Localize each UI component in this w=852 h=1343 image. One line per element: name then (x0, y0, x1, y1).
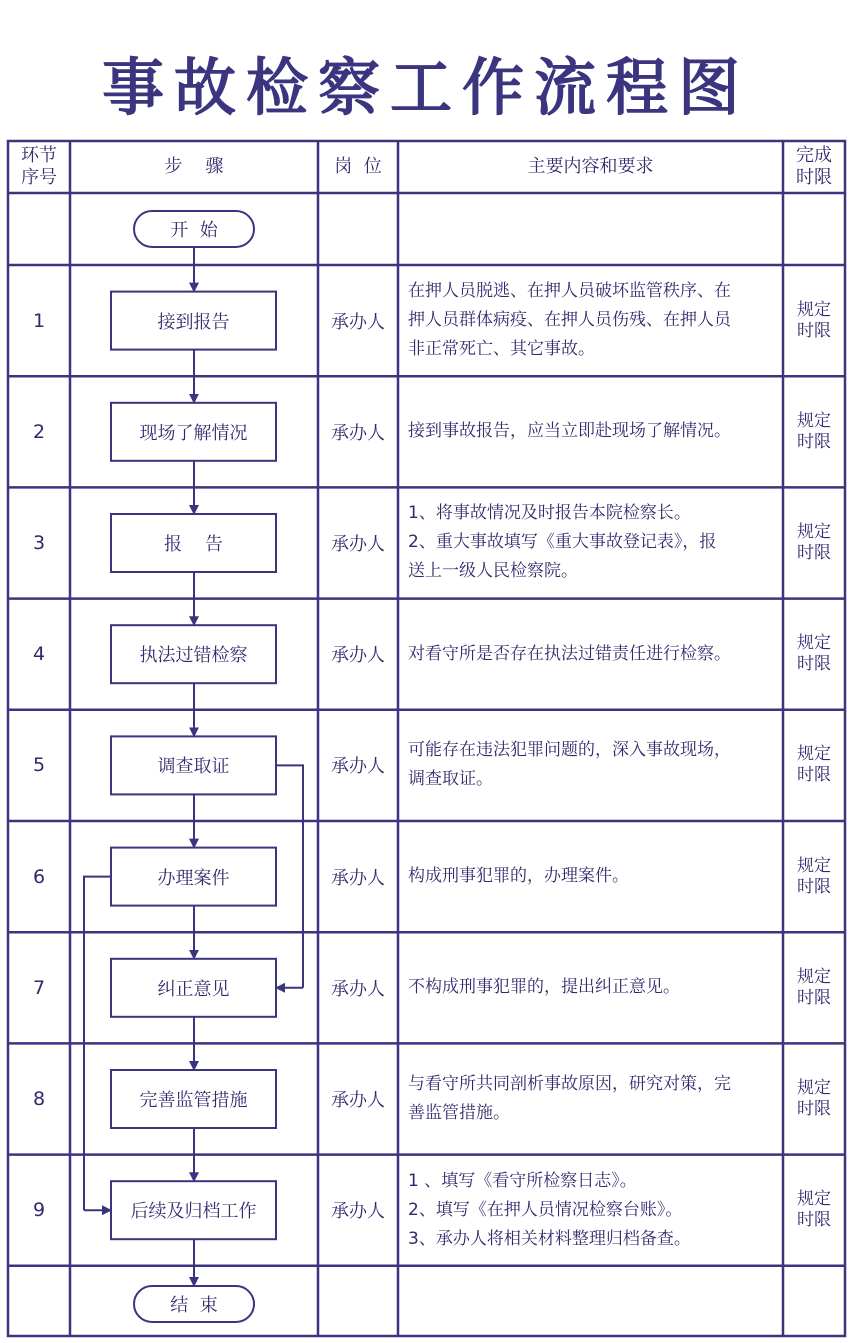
step-label: 执法过错检察 (139, 645, 248, 667)
deadline-cell: 规定 时限 (797, 744, 831, 786)
post-cell: 承办人 (331, 311, 385, 333)
row-number: 5 (32, 754, 46, 777)
content-cell (398, 821, 783, 932)
content-cell (398, 1043, 783, 1154)
deadline-cell: 规定 时限 (797, 1077, 831, 1119)
step-label: 现场了解情况 (139, 422, 248, 444)
content-line: 构成刑事犯罪的，办理案件。 (408, 866, 629, 887)
post-cell: 承办人 (331, 978, 385, 1000)
content-cell (398, 932, 783, 1043)
page-title: 事故检察工作流程图 (101, 51, 750, 124)
content-line: 可能存在违法犯罪问题的，深入事故现场， (408, 740, 731, 761)
deadline-cell: 规定 时限 (797, 410, 831, 452)
deadline-cell: 规定 时限 (797, 633, 831, 675)
step-label: 后续及归档工作 (130, 1201, 257, 1223)
post-cell: 承办人 (331, 645, 385, 667)
header-deadline (783, 141, 845, 193)
deadline-cell: 规定 时限 (797, 966, 831, 1008)
deadline-cell: 规定 时限 (797, 299, 831, 341)
content-cell (398, 710, 783, 821)
post-cell: 承办人 (331, 756, 385, 778)
header-steps-label: 步 骤 (164, 156, 224, 177)
deadline-cell: 规定 时限 (797, 855, 831, 897)
content-line: 1、将事故情况及时报告本院检察长。 (408, 503, 691, 524)
start-label: 开 始 (170, 220, 218, 241)
content-line: 2、填写《在押人员情况检察台账》。 (408, 1199, 683, 1220)
step-label: 办理案件 (157, 867, 230, 889)
row-number: 3 (32, 531, 46, 554)
row-number: 2 (32, 420, 46, 443)
content-line: 调查取证。 (408, 769, 493, 790)
step-label: 接到报告 (157, 311, 230, 333)
content-line: 3、承办人将相关材料整理归档备查。 (408, 1228, 691, 1249)
start-node (134, 211, 254, 247)
content-cell (398, 1155, 783, 1266)
content-line: 非正常死亡、其它事故。 (408, 339, 595, 360)
step-label: 纠正意见 (157, 978, 230, 1000)
step-label: 报 告 (164, 534, 223, 555)
content-line: 善监管措施。 (408, 1102, 510, 1123)
row-number: 4 (32, 643, 46, 666)
content-cell (398, 487, 783, 598)
row-number: 6 (32, 865, 46, 888)
row-number: 9 (32, 1199, 46, 1222)
header-steps (70, 141, 318, 193)
post-cell: 承办人 (331, 867, 385, 889)
content-line: 不构成刑事犯罪的，提出纠正意见。 (408, 977, 680, 998)
content-cell (398, 599, 783, 710)
deadline-cell: 规定 时限 (797, 521, 831, 563)
row-number: 1 (32, 309, 46, 332)
content-line: 接到事故报告，应当立即赴现场了解情况。 (408, 421, 731, 442)
post-cell: 承办人 (331, 533, 385, 555)
content-line: 2、重大事故填写《重大事故登记表》，报 (408, 532, 717, 553)
header-seq-label: 环节 序号 (21, 145, 57, 188)
content-line: 1 、填写《看守所检察日志》。 (408, 1170, 637, 1191)
header-content-label: 主要内容和要求 (527, 156, 654, 177)
post-cell: 承办人 (331, 422, 385, 444)
content-line: 送上一级人民检察院。 (408, 561, 578, 582)
header-seq (8, 141, 70, 193)
step-label: 完善监管措施 (139, 1090, 248, 1111)
header-post-label: 岗 位 (334, 156, 382, 177)
deadline-cell: 规定 时限 (797, 1189, 831, 1231)
step-label: 调查取证 (157, 756, 230, 778)
branch-line (276, 765, 303, 987)
content-line: 对看守所是否存在执法过错责任进行检察。 (408, 643, 731, 664)
end-node (134, 1286, 254, 1322)
content-line: 与看守所共同剖析事故原因，研究对策，完 (408, 1073, 731, 1094)
content-cell (398, 265, 783, 376)
post-cell: 承办人 (331, 1089, 385, 1111)
header-deadline-label: 完成 时限 (796, 145, 832, 188)
row-number: 8 (32, 1087, 46, 1110)
content-line: 在押人员脱逃、在押人员破坏监管秩序、在 (408, 281, 731, 302)
end-label: 结 束 (170, 1295, 218, 1316)
header-content (398, 141, 783, 193)
row-number: 7 (32, 976, 46, 999)
post-cell: 承办人 (331, 1201, 385, 1223)
content-line: 押人员群体病疫、在押人员伤残、在押人员 (408, 310, 731, 331)
header-post (318, 141, 398, 193)
content-cell (398, 376, 783, 487)
